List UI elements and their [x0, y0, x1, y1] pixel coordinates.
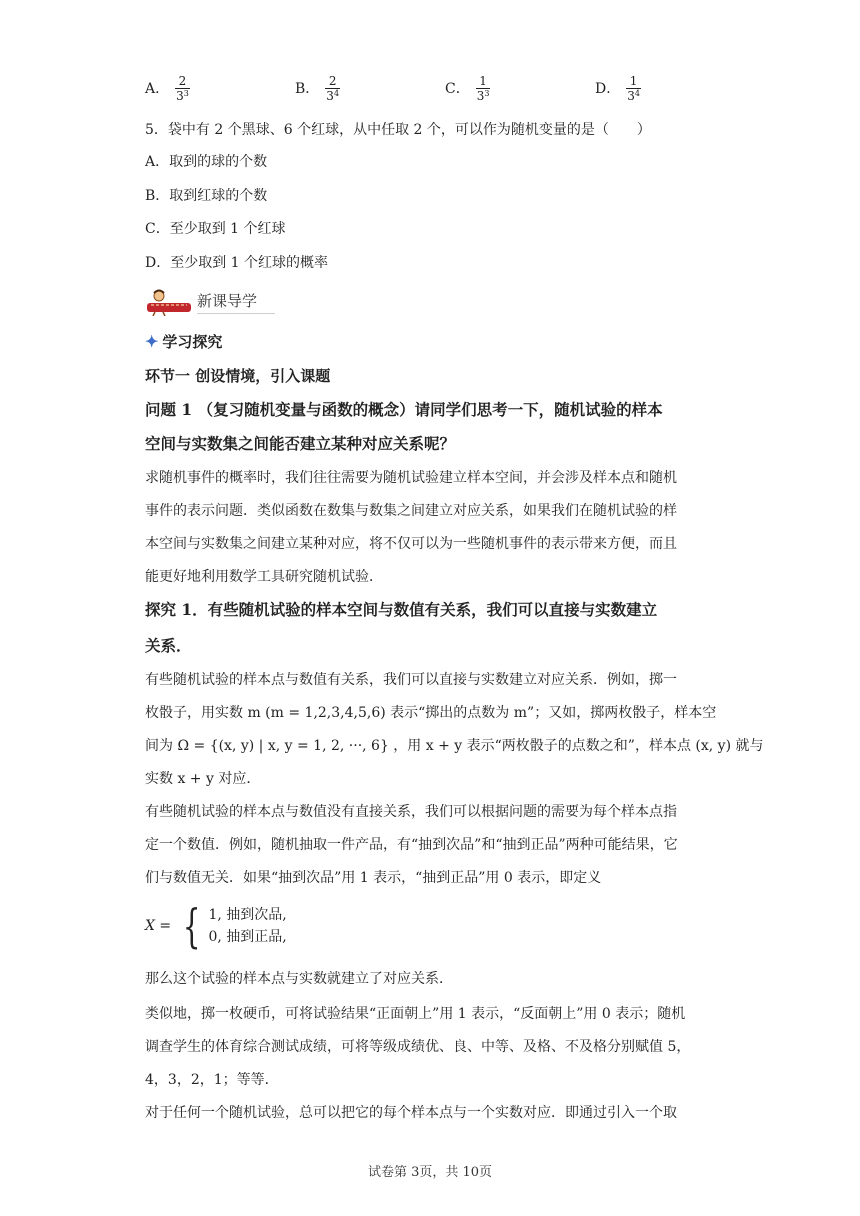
para5-line2: 调查学生的体育综合测试成绩，可将等级成绩优、良、中等、及格、不及格分别赋值 5，: [145, 1039, 691, 1055]
q4-options: [145, 68, 745, 108]
para2-line4: 实数 x + y 对应．: [145, 771, 261, 787]
page-footer: 试卷第 3页，共 10页: [367, 1165, 493, 1180]
para2-line2: 枚骰子，用实数 m (m = 1,2,3,4,5,6) 表示“掷出的点数为 m”；又如，掷两枚骰子，样本空: [145, 705, 717, 721]
para2-line3: 间为 Ω = {(x, y) | x, y = 1, 2, ···, 6} ，用 x + y 表示“两枚骰子的点数之和”，样本点 (x, y) 就与: [145, 738, 764, 754]
fraction: $\frac{1}{3^4}$: [627, 73, 640, 103]
para5-line1: 类似地，掷一枚硬币，可将试验结果“正面朝上”用 1 表示，“反面朝上”用 0 表示；随机: [145, 1006, 686, 1022]
q4-option-a: [145, 68, 190, 108]
brace-symbol: {: [183, 899, 201, 953]
star-icon: ✦: [145, 332, 159, 351]
q5-option-a: A．取到的球的个数: [145, 154, 268, 170]
option-label: D．: [595, 81, 621, 97]
para4: 那么这个试验的样本点与实数就建立了对应关系．: [145, 971, 453, 987]
q5-option-c: C．至少取到 1 个红球: [145, 221, 286, 237]
q4-option-c: [445, 68, 490, 108]
explore1-line1: 探究 1．有些随机试验的样本空间与数值有关系，我们可以直接与实数建立: [145, 600, 658, 619]
para5-line3: 4，3，2，1；等等．: [145, 1072, 279, 1088]
para3-line3: 们与数值无关．如果“抽到次品”用 1 表示，“抽到正品”用 0 表示，即定义: [145, 870, 602, 886]
formula-case-2: 0, 抽到正品,: [208, 929, 287, 945]
option-label: C．: [445, 81, 470, 97]
fraction: $\frac{2}{3^3}$: [176, 73, 189, 103]
formula-case-1: 1, 抽到次品,: [208, 907, 287, 923]
q5-option-b: B．取到红球的个数: [145, 188, 268, 204]
para1-line1: 求随机事件的概率时，我们往往需要为随机试验建立样本空间，并会涉及样本点和随机: [145, 470, 677, 486]
para3-line2: 定一个数值．例如，随机抽取一件产品，有“抽到次品”和“抽到正品”两种可能结果，它: [145, 837, 678, 853]
q4-option-d: [595, 68, 641, 108]
para1-line4: 能更好地利用数学工具研究随机试验．: [145, 569, 383, 585]
problem1-line1: 问题 1 （复习随机变量与函数的概念）请同学们思考一下，随机试验的样本: [145, 400, 663, 419]
fraction: $\frac{2}{3^4}$: [326, 73, 340, 103]
piecewise-formula: [145, 898, 287, 954]
para3-line1: 有些随机试验的样本点与数值没有直接关系，我们可以根据问题的需要为每个样本点指: [145, 804, 677, 820]
para1-line2: 事件的表示问题．类似函数在数集与数集之间建立对应关系，如果我们在随机试验的样: [145, 503, 677, 519]
section-banner: [145, 288, 275, 316]
subheading-learning-explore: ✦ 学习探究: [145, 332, 223, 351]
option-label: A．: [145, 81, 170, 97]
option-label: B．: [295, 81, 320, 97]
q5-option-d: D．至少取到 1 个红球的概率: [145, 255, 329, 271]
explore1-line2: 关系．: [145, 636, 192, 655]
q4-option-b: [295, 68, 340, 108]
formula-cases: [208, 904, 286, 948]
banner-title: 新课导学: [197, 290, 275, 314]
fraction: $\frac{1}{3^3}$: [476, 73, 490, 103]
mascot-icon: [145, 288, 193, 316]
para2-line1: 有些随机试验的样本点与数值有关系，我们可以直接与实数建立对应关系．例如，掷一: [145, 672, 677, 688]
para1-line3: 本空间与实数集之间建立某种对应，将不仅可以为一些随机事件的表示带来方便，而且: [145, 536, 677, 552]
stage-one-heading: 环节一 创设情境，引入课题: [145, 367, 331, 385]
para6: 对于任何一个随机试验，总可以把它的每个样本点与一个实数对应．即通过引入一个取: [145, 1105, 677, 1121]
q5-stem: 5．袋中有 2 个黑球、6 个红球，从中任取 2 个，可以作为随机变量的是（ ）: [145, 122, 651, 138]
problem1-line2: 空间与实数集之间能否建立某种对应关系呢？: [145, 434, 456, 453]
formula-lhs: X =: [145, 918, 172, 934]
